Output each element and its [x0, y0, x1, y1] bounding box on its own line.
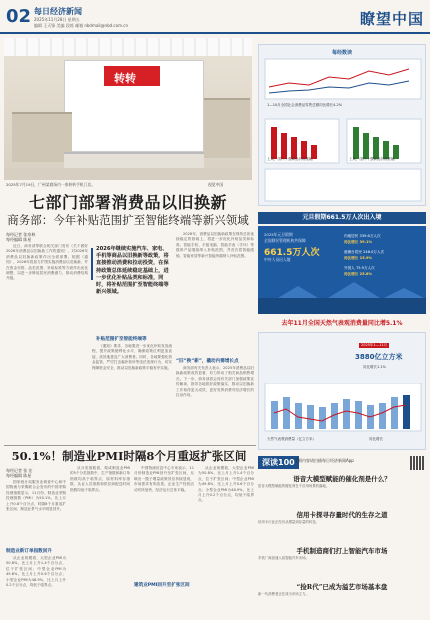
travel-item-pct: 同比增长 25.8% [344, 272, 373, 276]
photo-ceiling [4, 38, 252, 56]
lead-column-1 [6, 244, 88, 444]
gas-panel-title: 去年11月全国天然气表观消费量同比增5.1% [281, 320, 403, 327]
pmi-column-3 [134, 466, 194, 578]
lead-subheadline: 商务部：今年补贴范围扩至智能终端等新兴领域 [7, 213, 249, 227]
deep-read-body: 新一代消费者正在成为市场主力。 [258, 592, 309, 596]
pmi-paragraph: 从分类指数看，构成制造业PMI的5个分类指数中，生产指数和新订单指数均高于临界点，原材料库存指数、从业人员指数和供应商配送时间指数均低于临界点。 [70, 466, 130, 492]
travel-item-3-pct [344, 272, 372, 277]
deep-read-headline[interactable]: 语音大模型赋能的催化剂是什么？ [293, 475, 391, 483]
lead-byline-editor: 每经编辑 陈星 [6, 237, 32, 242]
travel-line-3: 中外人员出入境 [264, 257, 291, 262]
gas-panel [258, 332, 426, 450]
lead-paragraph: 商务部有关负责人表示，2025年消费品以旧换新政策成效显著，有力带动了相关商品销售增长。下一步，商务部将会同有关部门加强政策宣传解读，指导各地抓好政策落实，推动以旧换新工作取得更大成效，更好发挥消费对经济增长的拉动作用。 [176, 366, 254, 398]
panel-top-note-2: 上周，国内十强商品价格涨幅 [267, 157, 313, 161]
travel-item-1 [344, 234, 381, 239]
travel-item-label: 外国人 [344, 266, 355, 270]
deep-read-headline[interactable]: “捡R代”已成为溢艺市场基本盘 [296, 583, 388, 591]
panel-top-note-1: 1—10月全国社会消费品零售总额同比增长4.2% [267, 103, 343, 107]
header-meta-editor: 编辑 王天锋 美编 段炼 邮箱 nbdmail@nbd.com.cn [34, 23, 128, 28]
lead-paragraph: 2026年，消费品以旧换新政策在保持总体延续稳定的基础上，将进一步优化补贴品类和标准。智能手机、平板电脑、智能手表（手环）等数码产品继续纳入补贴范围，并首次将智能眼镜、智能家居等新兴智能终端纳入补贴范围。 [176, 232, 254, 258]
travel-panel-title: 元旦假期661.5万人次出入境 [258, 212, 426, 224]
photo-shelf-right [204, 98, 250, 158]
section-title: 瞭望中国 [359, 10, 424, 28]
travel-item-2 [344, 250, 384, 255]
lead-column-2 [92, 344, 172, 442]
deep-read-body: 语音大模型赋能的催化剂在于应用场景的落地。 [258, 484, 330, 488]
travel-item-pct: 同比增长 39.1% [344, 240, 373, 244]
travel-panel [258, 226, 426, 314]
pmi-byline-reporter: 每经记者 张 宏 [6, 468, 33, 473]
line-chart-area [265, 59, 421, 99]
pmi-column-1 [6, 480, 66, 544]
pmi-column-2 [70, 466, 130, 616]
travel-item-2-pct [344, 256, 372, 261]
pmi-headline[interactable]: 50.1%！制造业PMI时隔8个月重返扩张区间 [11, 449, 247, 463]
travel-item-pct: 同比增长 15.9% [344, 256, 373, 260]
deep-read-headline[interactable]: 信用卡探寻存量时代的生存之道 [296, 511, 388, 519]
gas-legend-1: 天然气表观消费量（亿立方米） [267, 437, 316, 441]
deep-read-box [258, 456, 426, 616]
pmi-subhead-1: 制造业新订单指数回升 [6, 549, 52, 554]
data-panel-top [258, 44, 426, 206]
deep-read-brand-sub: 详细内容请扫描每日经济新闻App [294, 458, 354, 463]
lead-byline-reporter: 每经记者 张寿林 [6, 232, 36, 237]
panel-top-graphic [259, 57, 427, 207]
panel-top-note-3: 上周，国内十强商品价格跌幅 [349, 157, 395, 161]
page-header [0, 0, 430, 34]
deep-read-brand: 深读100 [258, 456, 299, 469]
mini-map-area [265, 169, 421, 201]
gas-tag: 2025年1—11月 [361, 343, 388, 347]
lead-subhead-2: “旧”换“新”，撬动内需增长点 [176, 359, 239, 364]
page-number: 02 [6, 6, 32, 27]
lead-photo [4, 38, 252, 180]
pmi-byline-editor: 每经编辑 陈星 [6, 473, 32, 478]
lead-column-4 [176, 366, 254, 442]
travel-big-number: 661.5万人次 [264, 248, 320, 258]
pmi-paragraph: 从企业规模看，大型企业PMI为50.8%，比上月上升1.4个百分点，位于扩张区间；中型企业PMI为49.8%，比上月上升0.6个百分点；小型企业PMI为48.9%，比上月上升0.2个百分点，均低于临界点。 [6, 556, 66, 588]
pmi-subhead-2: 建筑业PMI回升至扩张区间 [134, 583, 190, 588]
travel-item-value: 246.0万人次 [363, 250, 385, 254]
travel-item-3 [344, 266, 375, 271]
photo-shelf-left [12, 112, 72, 162]
callout-bar [91, 248, 93, 280]
gas-legend-2: 同比增长 [369, 437, 383, 441]
travel-item-label: 港澳台居民 [344, 250, 362, 254]
header-meta-date: 2025年11月28日 星期五 [34, 17, 80, 22]
travel-item-1-pct [344, 240, 372, 245]
pmi-column-1b [6, 556, 66, 616]
travel-item-value: 75.9万人次 [355, 266, 375, 270]
travel-item-label: 内地居民 [344, 234, 359, 238]
deep-read-headline[interactable]: 手机制造商们打上智能汽车市场 [296, 547, 388, 555]
gas-chart [259, 383, 427, 443]
lead-subhead-1: 补贴范围扩至智能终端等 [96, 337, 147, 342]
photo-floor [4, 168, 252, 180]
pmi-paragraph: 从企业规模看，大型企业PMI为50.8%，比上月上升1.4个百分点，位于扩张区间；中型企业PMI为49.8%，比上月上升0.6个百分点；小型企业PMI为48.9%，比上月上升0.2个百分点，均低于临界点。 [198, 466, 254, 503]
photo-credit: 视觉中国 [208, 182, 224, 187]
deep-read-body: 手机厂商加速入局智能汽车市场。 [258, 556, 309, 560]
lead-headline[interactable]: 七部门部署消费品以旧换新 [28, 193, 227, 212]
travel-line-1: 2025年元旦假期 [264, 232, 293, 237]
lead-column-3 [176, 232, 254, 352]
qr-code-icon[interactable] [410, 456, 424, 470]
travel-illustration [258, 280, 426, 314]
gas-big-note: 同比增长1.1% [363, 365, 386, 369]
travel-line-2: 全国移民管理机构共保障 [264, 238, 306, 243]
lead-paragraph: 近日，商务部等联合相关部门发布《关于做好2026年消费品以旧换新工作的通知》，对2026年消费品以旧换新政策作出全面部署。根据《通知》，2026年将加力扩围实施消费品以旧换新，并在资金安排、品类范围、补贴标准等方面作出优化调整，以进一步释放居民消费潜力，推动消费结构升级。 [6, 244, 88, 281]
pmi-paragraph: 中国物流信息中心专家表示，11月份制造业PMI回升至扩张区间，反映出一揽子增量政策效应持续显现，市场需求有所改善，企业生产经营活动有所加快，经济运行总体平稳。 [134, 466, 194, 492]
store-sign-text: 转转 [114, 72, 136, 85]
travel-item-value: 339.6万人次 [359, 234, 381, 238]
lead-paragraph: 《通知》要求，各地要进一步优化补贴发放流程，提升政策便利化水平，确保政策红利更加直接、高效地惠及广大消费者。同时，各地要强化资金监管，严厉打击骗补套补等违法违规行为，切实保障资金安全，推动以旧换新政策平稳有序实施。 [92, 344, 172, 370]
photo-caption: 2025年7月19日，广州某商场内一家转转手机门店。 [6, 182, 96, 187]
paper-name: 每日经济新闻 [34, 7, 82, 16]
divider [4, 445, 256, 446]
data-panel-title: 每经数读 [331, 50, 352, 56]
deep-read-body: 信用卡行业正经历从增量到存量的转变。 [258, 520, 320, 524]
pmi-paragraph: 国家统计局服务业调查中心和中国物流与采购联合会发布的中国采购经理指数显示，11月份，制造业采购经理指数（PMI）为50.1%，比上月上升0.8个百分点，时隔8个月重返扩张区间，制造业景气水平明显回升。 [6, 480, 66, 512]
lead-callout: 2026年继续实施汽车、家电、手机等商品以旧换新等政策，将直接推动消费和拉动投资，在保持政策总体延续稳定基础上，进一步优化补贴品类和标准，同时，将补贴范围扩至智能终端等新兴领域。 [96, 246, 169, 296]
pmi-column-4 [198, 466, 254, 616]
gas-big-number: 3880亿立方米 [355, 353, 403, 361]
